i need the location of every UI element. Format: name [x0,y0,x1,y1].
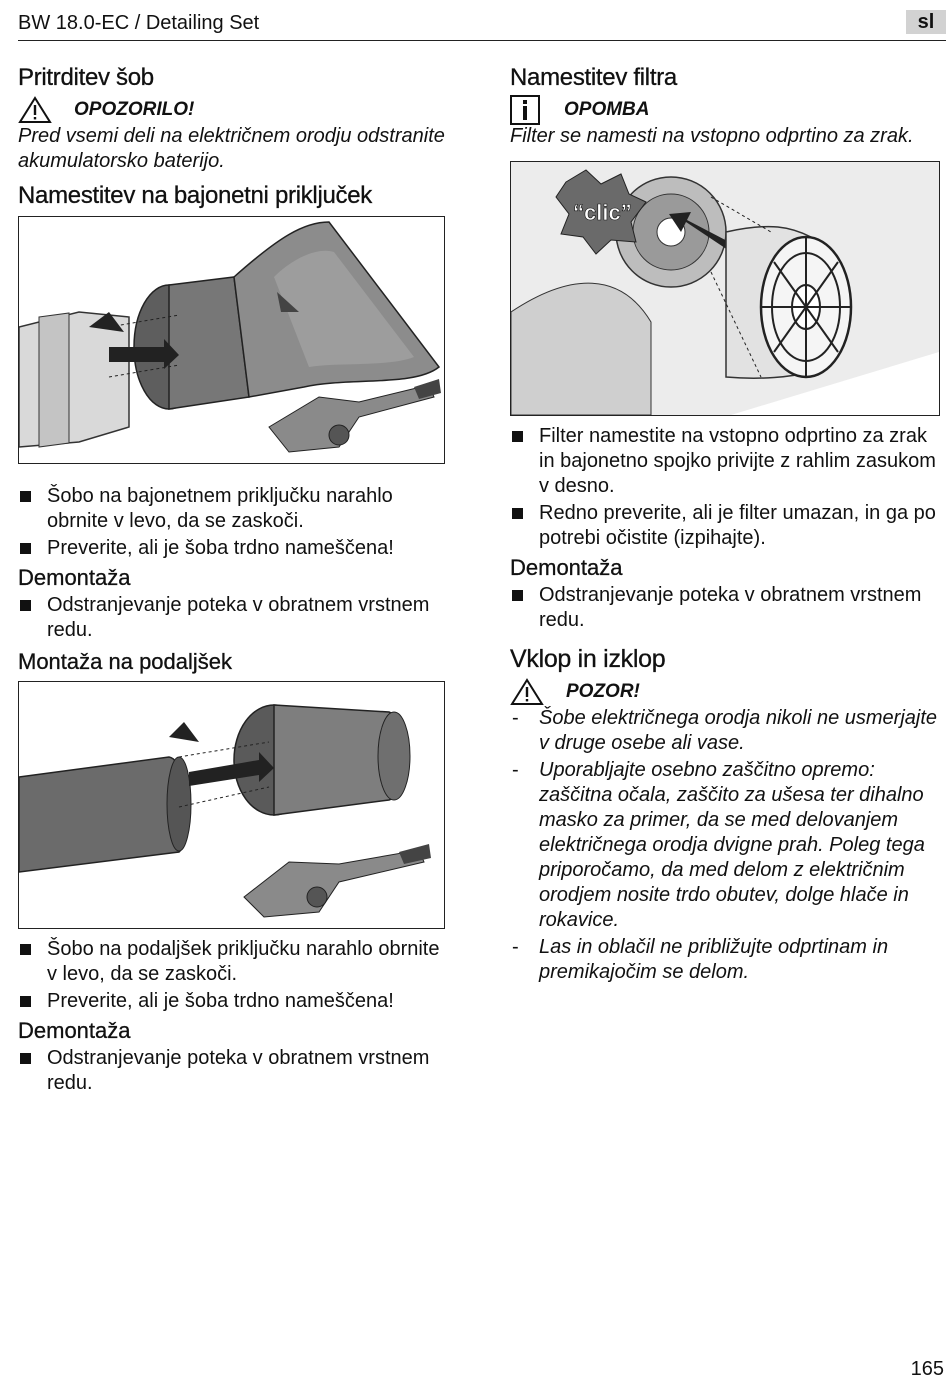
caution-notice [510,678,942,706]
blower-thumbnail [244,844,431,917]
filter-illustration [511,162,939,415]
warning-notice [18,96,446,124]
list-item: Filter namestite na vstopno odprtino za zrak in bajonetno spojko privijte z rahlim zasukom v desno. [510,424,942,499]
figure-extension-nozzle [18,681,445,929]
list-item: Preverite, ali je šoba trdno nameščena! [18,989,446,1014]
language-badge: sl [906,10,946,34]
list-item: - Las in oblačil ne približujte odprtinam in premikajočim se delom. [510,935,942,985]
bayonet-steps [18,484,446,561]
warning-triangle-icon [510,678,544,706]
heading-filter: Namestitev filtra [510,64,677,91]
caution-list [510,706,942,985]
note-notice [510,96,942,124]
heading-bayonet: Namestitev na bajonetni priključek [18,182,372,209]
right-column [510,60,942,987]
warning-text: Pred vsemi deli na električnem orodju odstranite akumulatorsko baterijo. [18,125,445,172]
warning-triangle-icon [18,96,52,124]
list-item: Redno preverite, ali je filter umazan, in ga po potrebi očistite (izpihajte). [510,501,942,551]
blower-thumbnail [269,379,441,452]
list-item: - Uporabljajte osebno zaščitno opremo: zaščitna očala, zaščito za ušesa ter dihalno masko za primer, da se med delovanjem električnega orodja dvigne prah. Poleg tega priporočamo, da med delom z električnim orodjem nosite trdo obutev, dolge hlače in rokavice. [510,758,942,933]
list-item: Odstranjevanje poteka v obratnem vrstnem redu. [18,593,446,643]
list-item: Preverite, ali je šoba trdno nameščena! [18,536,446,561]
info-icon [510,95,540,125]
clic-label: “clic” [573,200,632,225]
heading-on-off: Vklop in izklop [510,645,666,673]
list-item: Odstranjevanje poteka v obratnem vrstnem redu. [510,583,942,633]
removal-steps [510,583,942,633]
heading-removal: Demontaža [510,555,623,580]
figure-bayonet-nozzle [18,216,445,464]
heading-removal: Demontaža [18,1018,131,1043]
extension-steps [18,937,446,1014]
warning-label: OPOZORILO! [74,99,195,120]
heading-removal: Demontaža [18,565,131,590]
page-number: 165 [910,1358,944,1380]
list-item: Šobo na bajonetnem priključku narahlo obrnite v levo, da se zaskoči. [18,484,446,534]
caution-label: POZOR! [566,681,640,702]
removal-steps [18,593,446,643]
note-label: OPOMBA [564,99,650,120]
page-header [18,10,946,41]
header-title: BW 18.0-EC / Detailing Set [18,12,260,34]
bayonet-nozzle-illustration [19,217,444,463]
left-column [18,60,446,1098]
heading-attach-nozzles: Pritrditev šob [18,64,154,91]
list-item: - Šobe električnega orodja nikoli ne usmerjajte v druge osebe ali vase. [510,706,942,756]
list-item: Šobo na podaljšek priključku narahlo obrnite v levo, da se zaskoči. [18,937,446,987]
filter-steps [510,424,942,551]
figure-filter [510,161,940,416]
list-item: Odstranjevanje poteka v obratnem vrstnem redu. [18,1046,446,1096]
removal-steps [18,1046,446,1096]
note-text: Filter se namesti na vstopno odprtino za zrak. [510,125,914,147]
heading-extension: Montaža na podaljšek [18,649,233,674]
extension-nozzle-illustration [19,682,444,928]
